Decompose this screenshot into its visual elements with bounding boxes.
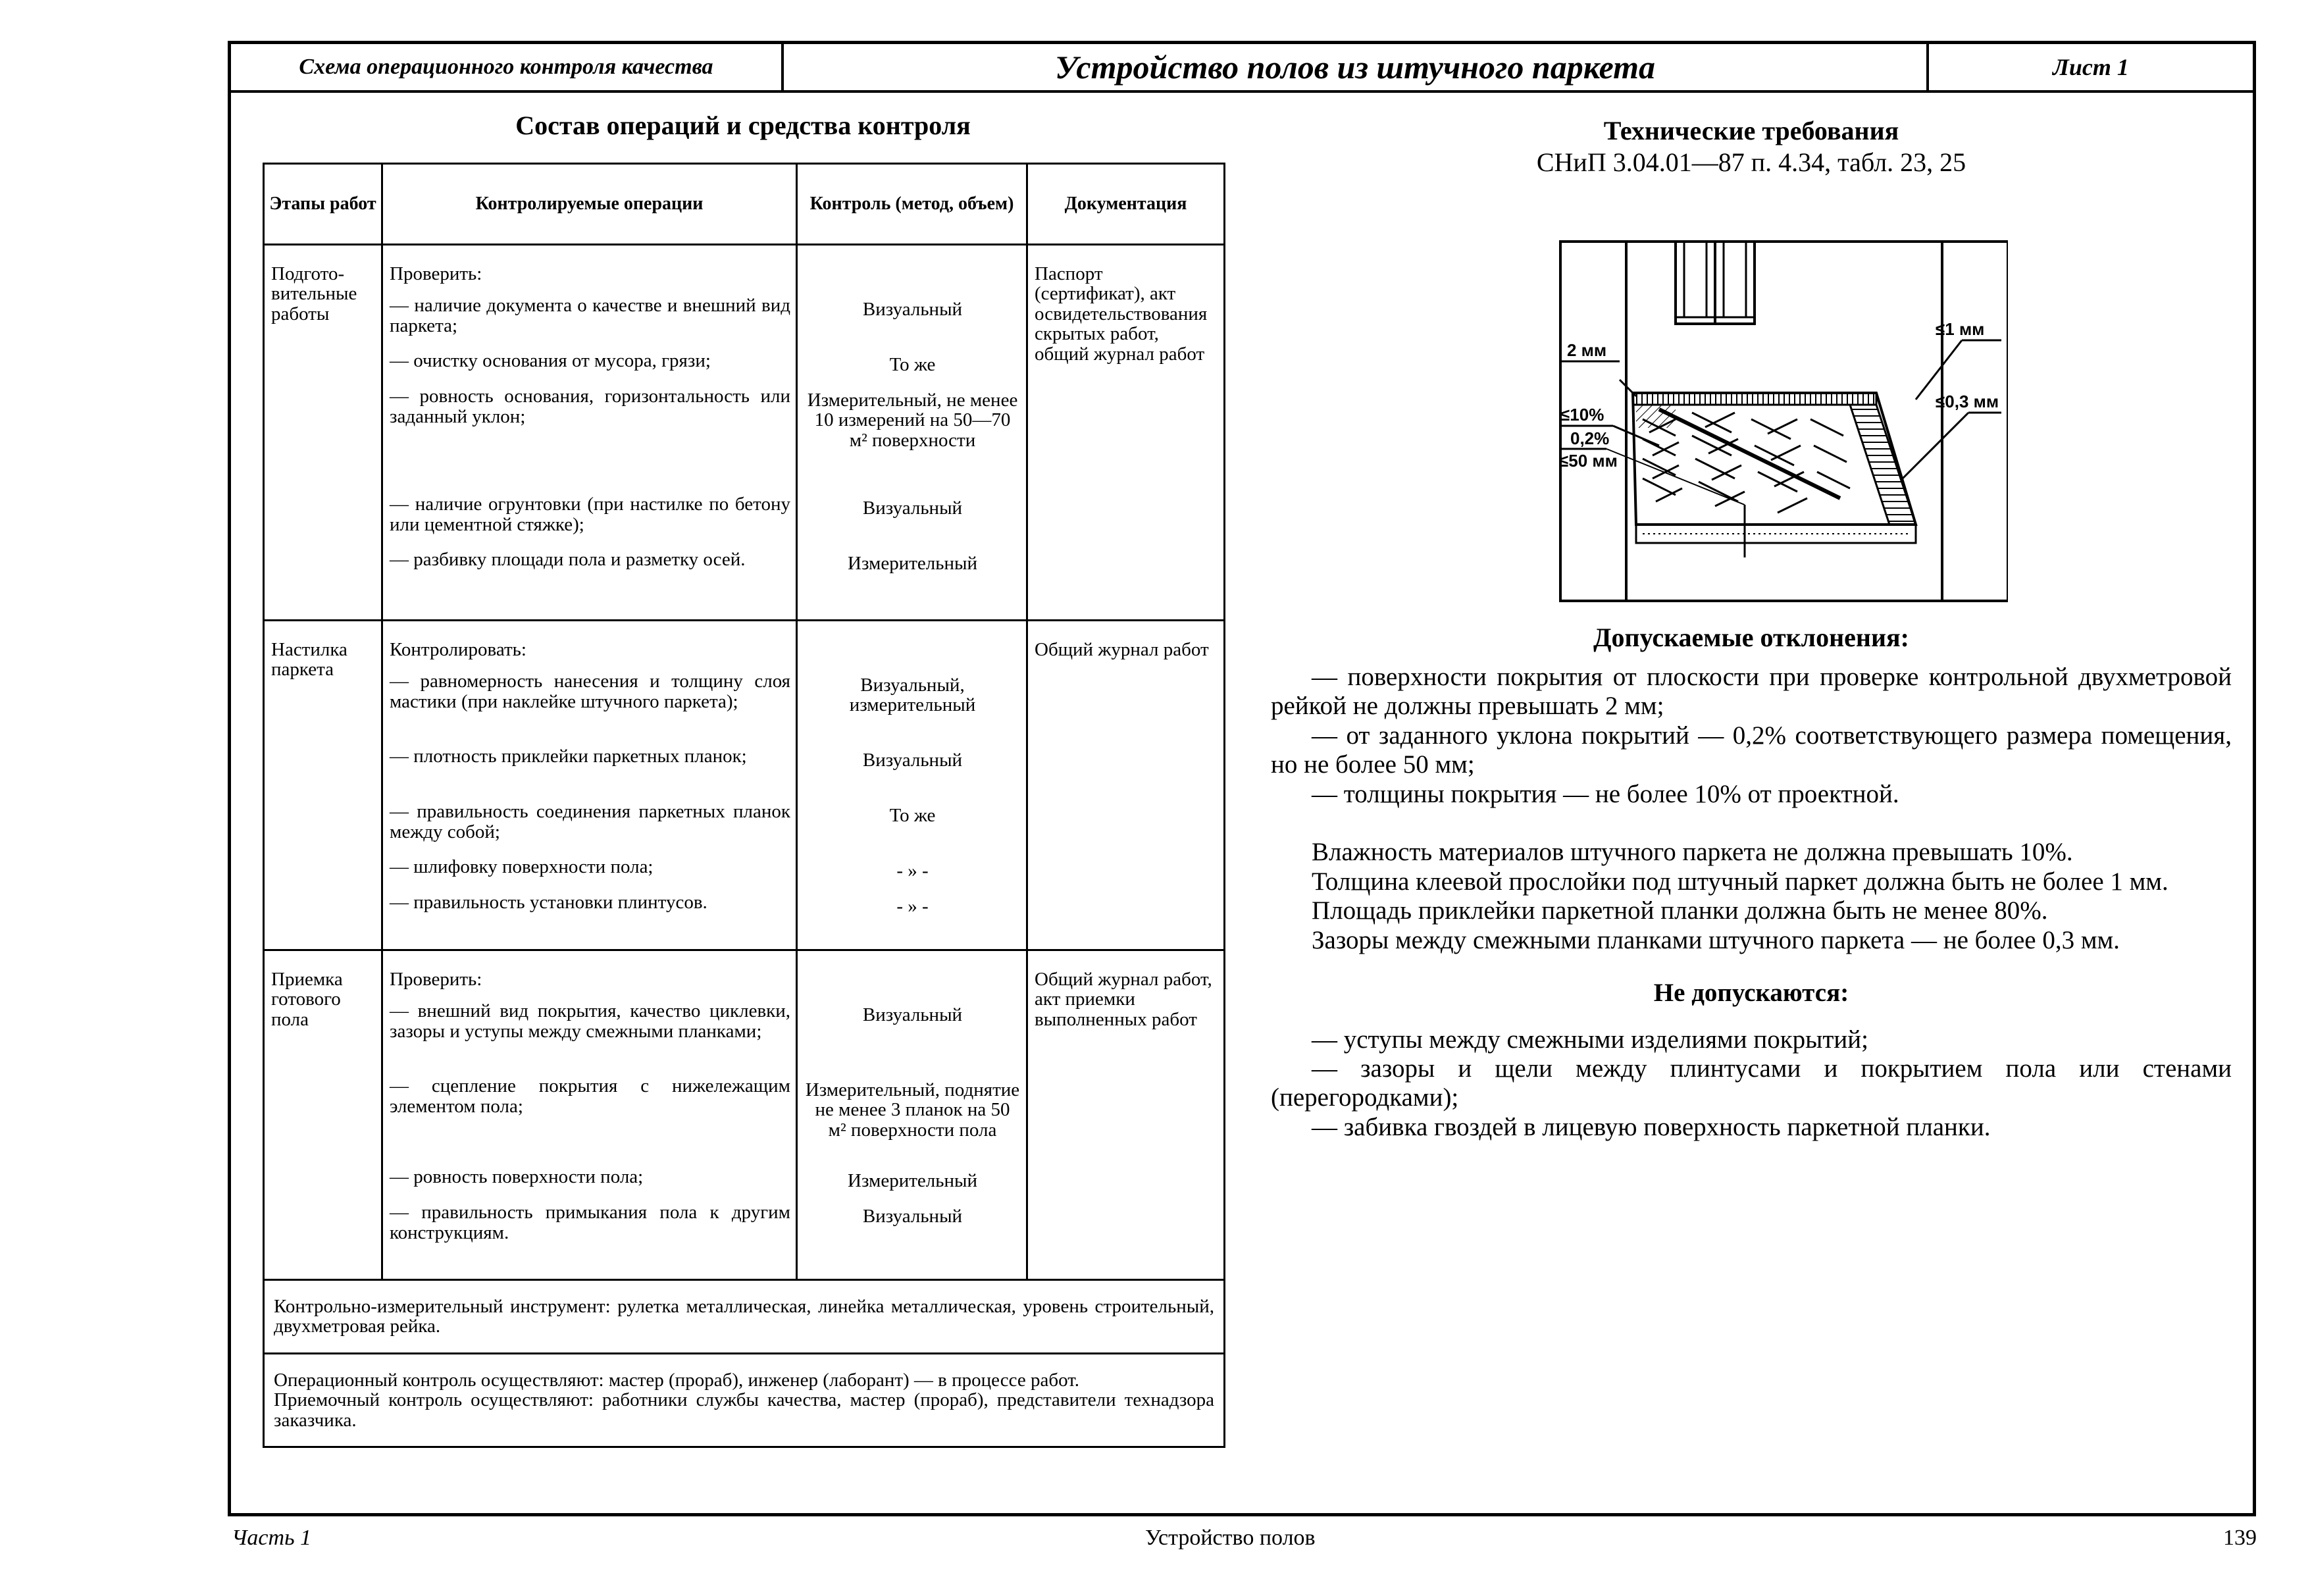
label-50mm: ≤50 мм (1559, 451, 1618, 471)
acceptance-control-text: Приемочный контроль осуществляют: работники службы качества, мастер (прораб), представители технадзора заказчика. (274, 1389, 1214, 1431)
instrument-row (264, 1280, 1225, 1354)
deviation-item: — толщины покрытия — не более 10% от проектной. (1312, 779, 1899, 808)
operation-item: — правильность соединения паркетных планок между собой; (390, 801, 790, 842)
operation-item: — шлифовку поверхности пола; (390, 856, 654, 878)
operational-control-text: Операционный контроль осуществляют: мастер (прораб), инженер (лаборант) — в процессе работ. (274, 1369, 1079, 1391)
control-method: То же (889, 805, 936, 826)
operation-item: — ровность основания, горизонтальность или заданный уклон; (390, 386, 790, 427)
control-method: - » - (896, 896, 929, 917)
operation-item: — ровность поверхности пола; (390, 1166, 644, 1188)
operation-item: — разбивку площади пола и разметку осей. (390, 549, 746, 571)
operations-cell (382, 245, 797, 621)
documentation-cell: Общий журнал работ (1027, 621, 1225, 950)
operations-lead: Проверить: (390, 263, 482, 284)
sheet-frame (228, 41, 2256, 1516)
requirement-note: Влажность материалов штучного паркета не должна превышать 10%. (1312, 838, 2073, 867)
header-title: Устройство полов из штучного паркета (784, 44, 1929, 90)
control-method: Визуальный (862, 1206, 963, 1227)
control-method: - » - (896, 860, 929, 881)
operation-item: — очистку основания от мусора, грязи; (390, 350, 711, 372)
operation-item: — наличие огрунтовки (при настилке по бетону или цементной стяжке); (390, 494, 790, 535)
page-number: 139 (2223, 1526, 2257, 1550)
control-method: Визуальный (862, 299, 963, 320)
operation-item: — правильность установки плинтусов. (390, 892, 707, 914)
sheet-header (231, 44, 2253, 93)
table-row (264, 950, 1225, 1280)
table-row (264, 245, 1225, 621)
instrument-text: Контрольно-измерительный инструмент: рулетка металлическая, линейка металлическая, уровень строительный, двухметровая рейка. (264, 1280, 1225, 1354)
requirement-note: Площадь приклейки паркетной планки должна быть не менее 80%. (1312, 896, 2048, 925)
footer-section: Устройство полов (1145, 1526, 1316, 1550)
operation-item: — плотность приклейки паркетных планок; (390, 746, 747, 767)
control-method: То же (889, 354, 936, 375)
documentation-cell: Общий журнал работ, акт приемки выполненных работ (1027, 950, 1225, 1280)
label-2mm: 2 мм (1567, 340, 1607, 360)
parquet-floor-diagram (1481, 222, 2008, 604)
control-method: Измерительный (848, 1170, 977, 1191)
tech-requirements-title: Технические требования (1603, 116, 1899, 145)
table-header-row (264, 164, 1225, 245)
operation-item: — равномерность нанесения и толщину слоя мастики (при наклейке штучного паркета); (390, 671, 790, 712)
not-allowed-item: — уступы между смежными изделиями покрытий; (1312, 1025, 1869, 1054)
control-row (264, 1353, 1225, 1447)
control-method: Визуальный (862, 1004, 963, 1025)
label-1mm: ≤1 мм (1936, 319, 1985, 339)
not-allowed-title: Не допускаются: (1653, 979, 1849, 1008)
label-02pct: 0,2% (1570, 428, 1610, 448)
operation-item: — правильность примыкания пола к другим конструкциям. (390, 1202, 790, 1243)
tech-requirements-standard: СНиП 3.04.01—87 п. 4.34, табл. 23, 25 (1536, 147, 1966, 177)
col-header-control: Контроль (метод, объем) (797, 164, 1027, 245)
requirement-note: Толщина клеевой прослойки под штучный паркет должна быть не более 1 мм. (1312, 867, 2169, 896)
header-scheme-label: Схема операционного контроля качества (231, 44, 784, 90)
control-method: Визуальный (862, 498, 963, 519)
control-cell (797, 245, 1027, 621)
deviations-title: Допускаемые отклонения: (1593, 623, 1909, 652)
deviation-item: — поверхности покрытия от плоскости при проверке контрольной двухметровой рейкой не должны превышать 2 мм; (1271, 663, 2232, 721)
operations-lead: Контролировать: (390, 639, 526, 660)
operations-title: Состав операций и средства контроля (515, 111, 971, 140)
stage-name: Настилка паркета (264, 621, 382, 950)
col-header-stage: Этапы работ (264, 164, 382, 245)
operations-table (263, 163, 1225, 1448)
table-row (264, 621, 1225, 950)
control-method: Измерительный, не менее 10 измерений на 50—70 м² поверхности (807, 390, 1018, 451)
operation-item: — внешний вид покрытия, качество циклевки, зазоры и уступы между смежными планками; (390, 1000, 790, 1042)
operations-cell (382, 621, 797, 950)
not-allowed-item: — забивка гвоздей в лицевую поверхность паркетной планки. (1312, 1112, 1991, 1141)
documentation-cell: Паспорт (сертификат), акт освидетельствования скрытых работ, общий журнал работ (1027, 245, 1225, 621)
control-cell (797, 621, 1027, 950)
control-cell (797, 950, 1027, 1280)
label-10pct: ≤10% (1560, 405, 1604, 425)
stage-name: Приемка готового пола (264, 950, 382, 1280)
control-method: Визуальный (862, 750, 963, 771)
footer-part: Часть 1 (232, 1526, 312, 1550)
operation-item: — наличие документа о качестве и внешний вид паркета; (390, 295, 790, 336)
stage-name: Подгото-вительные работы (264, 245, 382, 621)
operation-item: — сцепление покрытия с нижележащим элементом пола; (390, 1075, 790, 1117)
col-header-documentation: Документация (1027, 164, 1225, 245)
deviation-item: — от заданного уклона покрытий — 0,2% соответствующего размера помещения, но не более 50 мм; (1271, 721, 2232, 779)
header-sheet-number: Лист 1 (2053, 54, 2129, 80)
requirement-note: Зазоры между смежными планками штучного паркета — не более 0,3 мм. (1312, 925, 2120, 954)
control-method: Измерительный (848, 553, 977, 574)
col-header-operations: Контролируемые операции (382, 164, 797, 245)
control-method: Измерительный, поднятие не менее 3 планок на 50 м² поверхности пола (805, 1079, 1020, 1141)
control-method: Визуальный, измерительный (849, 675, 976, 716)
operations-cell (382, 950, 797, 1280)
operations-lead: Проверить: (390, 969, 482, 990)
not-allowed-item: — зазоры и щели между плинтусами и покрытием пола или стенами (перегородками); (1271, 1054, 2232, 1112)
label-03mm: ≤0,3 мм (1936, 392, 1999, 411)
requirements-text (1271, 663, 2232, 1142)
